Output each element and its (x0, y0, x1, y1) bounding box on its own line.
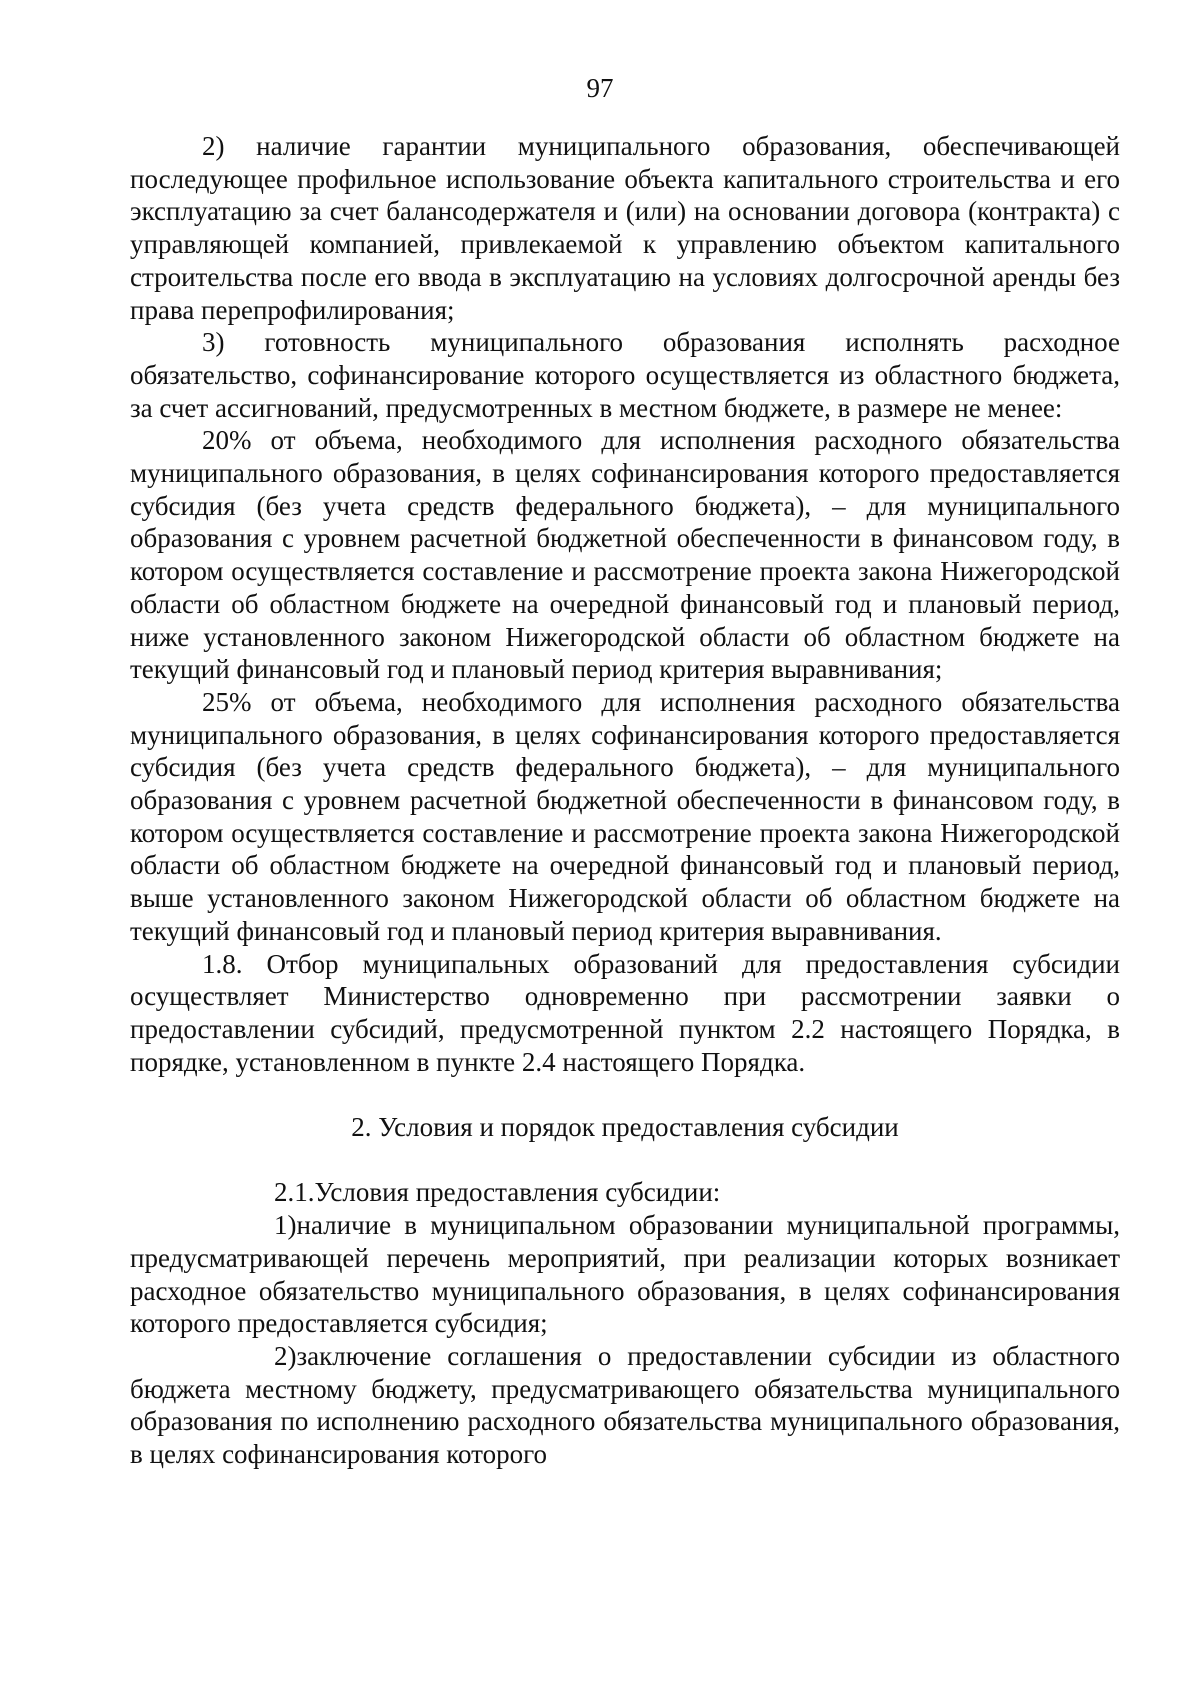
paragraph-condition-2 (130, 1340, 1120, 1471)
page-number: 97 (586, 73, 614, 103)
item-number: 2.1. (274, 1177, 315, 1208)
item-text: заключение соглашения о предоставлении субсидии из областного бюджета местному бюджету, предусматривающего обязательства муниципального образования по исполнению расходного обязательства муниципального образования, в целях софинансирования которого (130, 1340, 1120, 1470)
paragraph-condition-1 (130, 1209, 1120, 1340)
item-text: наличие в муниципальном образовании муниципальной программы, предусматривающей перечень мероприятий, при реализации которых возникает расходное обязательство муниципального образования, в целях софинансирования которого предоставляется субсидия; (130, 1210, 1120, 1339)
item-number: 1) (274, 1210, 297, 1241)
paragraph-2-1 (130, 1176, 1120, 1209)
paragraph-20-percent: 20% от объема, необходимого для исполнения расходного обязательства муниципального образования, в целях софинансирования которого предоставляется субсидия (без учета средств федерального бюджета), – для муниципального образования с уровнем расчетной бюджетной обеспеченности в финансовом году, в котором осуществляется составление и рассмотрение проекта закона Нижегородской области об областном бюджете на очередной финансовый год и плановый период, ниже установленного законом Нижегородской области об областном бюджете на текущий финансовый год и плановый период критерия выравнивания; (130, 425, 1120, 685)
document-body (130, 130, 1120, 1471)
paragraph-25-percent: 25% от объема, необходимого для исполнения расходного обязательства муниципального образования, в целях софинансирования которого предоставляется субсидия (без учета средств федерального бюджета), – для муниципального образования с уровнем расчетной бюджетной обеспеченности в финансовом году, в котором осуществляется составление и рассмотрение проекта закона Нижегородской области об областном бюджете на очередной финансовый год и плановый период, выше установленного законом Нижегородской области об областном бюджете на текущий финансовый год и плановый период критерия выравнивания. (130, 686, 1120, 946)
paragraph-item-3: 3) готовность муниципального образования исполнять расходное обязательство, софинансирование которого осуществляется из областного бюджета, за счет ассигнований, предусмотренных в местном бюджете, в размере не менее: (130, 327, 1120, 423)
paragraph-1-8: 1.8. Отбор муниципальных образований для предоставления субсидии осуществляет Министерство одновременно при рассмотрении заявки о предоставлении субсидий, предусмотренной пунктом 2.2 настоящего Порядка, в порядке, установленном в пункте 2.4 настоящего Порядка. (130, 948, 1120, 1077)
item-text: Условия предоставления субсидии: (314, 1177, 721, 1208)
item-number: 2) (274, 1340, 297, 1371)
paragraph-item-2: 2) наличие гарантии муниципального образования, обеспечивающей последующее профильное использование объекта капитального строительства и его эксплуатацию за счет балансодержателя и (или) на основании договора (контракта) с управляющей компанией, привлекаемой к управлению объектом капитального строительства после его ввода в эксплуатацию на условиях долгосрочной аренды без права перепрофилирования; (130, 131, 1120, 325)
section-heading: 2. Условия и порядок предоставления субсидии (351, 1112, 899, 1143)
